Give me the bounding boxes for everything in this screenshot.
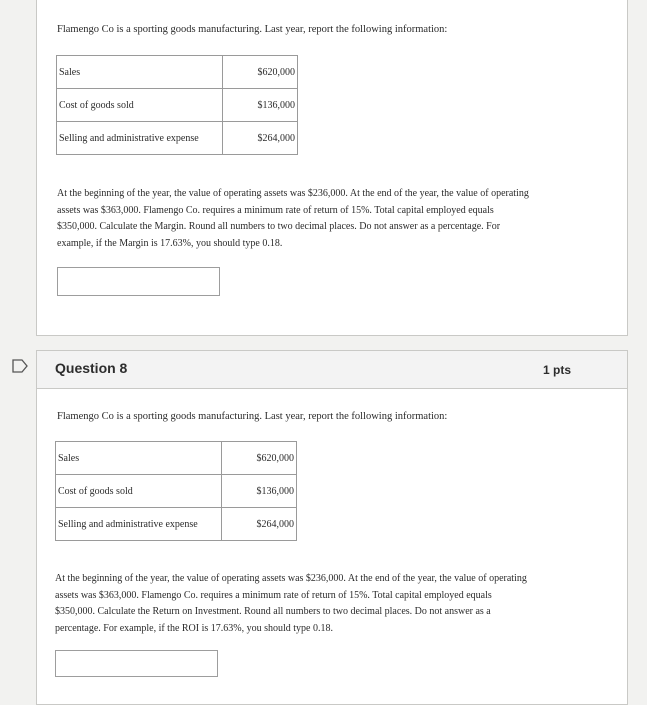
table-cell-label: Sales	[56, 442, 222, 475]
paragraph-line: At the beginning of the year, the value of operating assets was $236,000. At the end of the year, the value of operating	[55, 573, 527, 584]
table-cell-label: Cost of goods sold	[57, 89, 223, 122]
table-cell-value: $264,000	[223, 122, 298, 155]
table-cell-label: Selling and administrative expense	[57, 122, 223, 155]
table-cell-value: $620,000	[223, 56, 298, 89]
question-title: Question 8	[55, 360, 128, 376]
paragraph-line: example, if the Margin is 17.63%, you should type 0.18.	[57, 237, 283, 249]
question-8-header	[37, 351, 627, 389]
question-7-answer-input[interactable]	[57, 267, 220, 296]
question-8-paragraph	[55, 571, 527, 637]
table-cell-label: Sales	[57, 56, 223, 89]
flag-icon[interactable]	[12, 359, 28, 373]
table-row	[57, 89, 298, 122]
table-row	[56, 508, 297, 541]
question-8-answer-input[interactable]	[55, 650, 218, 677]
table-cell-value: $620,000	[222, 442, 297, 475]
table-row	[56, 442, 297, 475]
table-row	[57, 122, 298, 155]
table-cell-label: Selling and administrative expense	[56, 508, 222, 541]
question-7-card	[36, 0, 628, 336]
paragraph-line: percentage. For example, if the ROI is 17.63%, you should type 0.18.	[55, 622, 333, 634]
paragraph-line: assets was $363,000. Flamengo Co. requires a minimum rate of return of 15%. Total capital employed equals	[55, 589, 492, 601]
table-cell-value: $136,000	[222, 475, 297, 508]
table-row	[57, 56, 298, 89]
question-8-card	[36, 350, 628, 705]
paragraph-line: $350,000. Calculate the Margin. Round all numbers to two decimal places. Do not answer as a percentage. For	[57, 221, 501, 232]
question-7-paragraph	[57, 186, 529, 252]
question-8-intro: Flamengo Co is a sporting goods manufacturing. Last year, report the following information:	[57, 411, 448, 422]
question-7-intro: Flamengo Co is a sporting goods manufacturing. Last year, report the following information:	[57, 24, 448, 35]
table-cell-value: $264,000	[222, 508, 297, 541]
paragraph-line: assets was $363,000. Flamengo Co. requires a minimum rate of return of 15%. Total capital employed equals	[57, 204, 494, 216]
table-row	[56, 475, 297, 508]
paragraph-line: At the beginning of the year, the value of operating assets was $236,000. At the end of the year, the value of operating	[57, 188, 529, 199]
table-cell-value: $136,000	[223, 89, 298, 122]
question-points: 1 pts	[542, 363, 571, 377]
question-8-table	[55, 441, 297, 541]
paragraph-line: $350,000. Calculate the Return on Investment. Round all numbers to two decimal places. Do not answer as a	[55, 606, 491, 617]
table-cell-label: Cost of goods sold	[56, 475, 222, 508]
question-7-table	[56, 55, 298, 155]
